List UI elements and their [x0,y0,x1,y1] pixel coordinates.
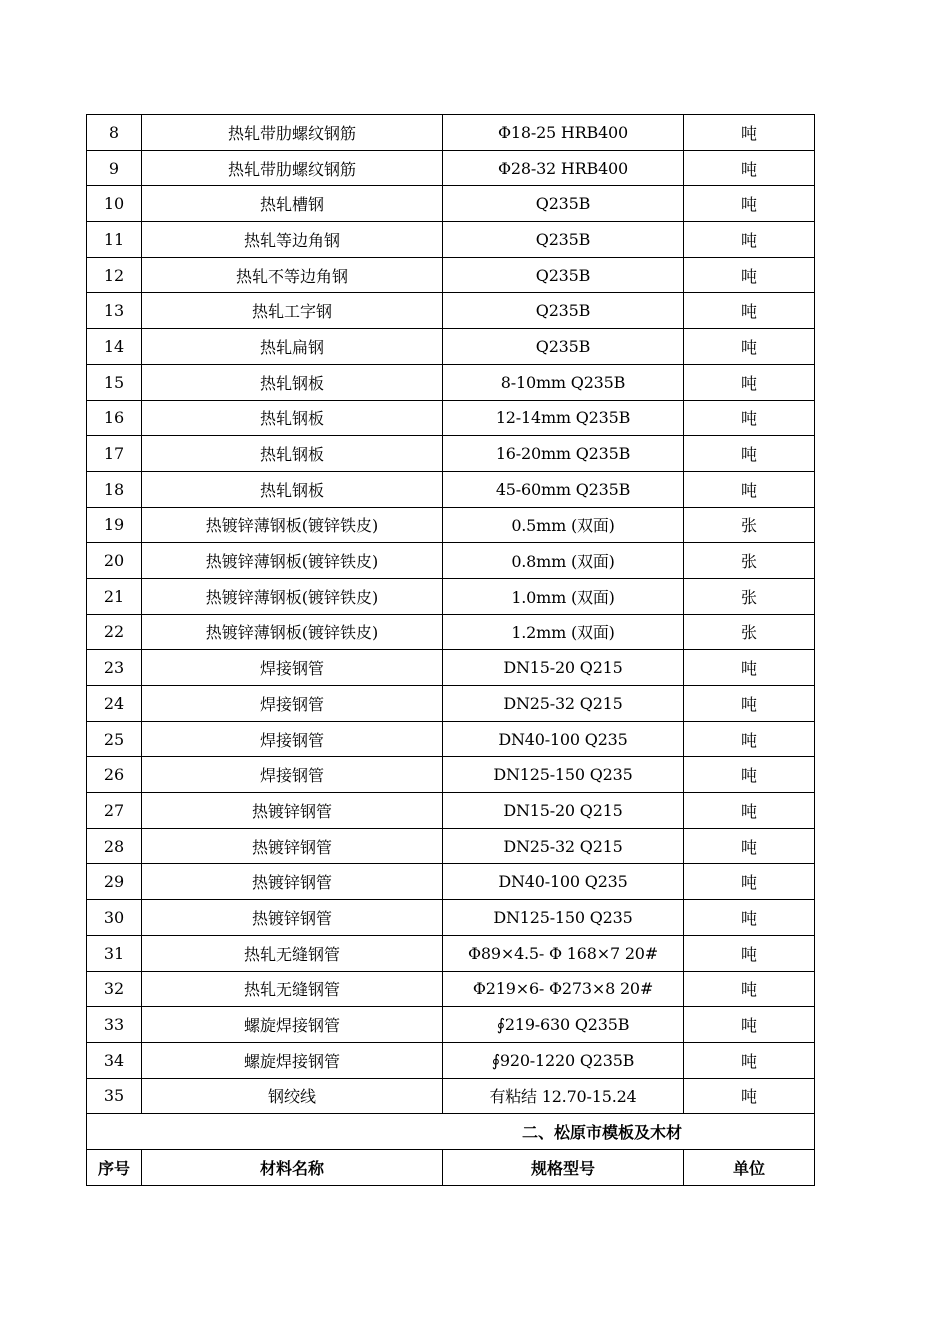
cell-no: 12 [87,257,142,293]
cell-name: 热轧带肋螺纹钢筋 [142,115,443,151]
cell-unit: 张 [684,543,815,579]
cell-name: 热轧槽钢 [142,186,443,222]
cell-name: 焊接钢管 [142,650,443,686]
section-title-fill [684,1114,815,1150]
section-block [87,1114,815,1185]
cell-unit: 吨 [684,293,815,329]
cell-spec: DN25-32 Q215 [443,686,684,722]
cell-name: 热镀锌钢管 [142,864,443,900]
cell-name: 螺旋焊接钢管 [142,1007,443,1043]
cell-unit: 吨 [684,436,815,472]
table-row [87,1042,815,1078]
header-spec: 规格型号 [443,1149,684,1185]
table-row [87,257,815,293]
cell-spec: 有粘结 12.70-15.24 [443,1078,684,1114]
cell-spec: Φ89×4.5- Φ 168×7 20# [443,935,684,971]
cell-no: 27 [87,793,142,829]
cell-no: 10 [87,186,142,222]
cell-spec: DN25-32 Q215 [443,828,684,864]
cell-name: 热镀锌薄钢板(镀锌铁皮) [142,543,443,579]
cell-name: 热轧钢板 [142,436,443,472]
materials-table [86,114,815,1186]
cell-unit: 吨 [684,793,815,829]
cell-no: 30 [87,900,142,936]
cell-unit: 吨 [684,864,815,900]
cell-no: 21 [87,578,142,614]
cell-no: 15 [87,364,142,400]
cell-no: 24 [87,686,142,722]
cell-unit: 张 [684,507,815,543]
table-row [87,329,815,365]
cell-name: 钢绞线 [142,1078,443,1114]
cell-unit: 吨 [684,935,815,971]
cell-unit: 吨 [684,971,815,1007]
table-row [87,900,815,936]
cell-no: 16 [87,400,142,436]
cell-spec: 1.2mm (双面) [443,614,684,650]
table-row [87,1007,815,1043]
cell-no: 34 [87,1042,142,1078]
cell-name: 热轧钢板 [142,471,443,507]
table-row [87,436,815,472]
cell-unit: 吨 [684,329,815,365]
cell-no: 29 [87,864,142,900]
cell-spec: ∮920-1220 Q235B [443,1042,684,1078]
cell-name: 热轧工字钢 [142,293,443,329]
cell-spec: Φ18-25 HRB400 [443,115,684,151]
cell-name: 热镀锌钢管 [142,793,443,829]
cell-spec: 8-10mm Q235B [443,364,684,400]
table-row [87,186,815,222]
cell-spec: DN15-20 Q215 [443,793,684,829]
cell-unit: 吨 [684,186,815,222]
table-row [87,150,815,186]
cell-unit: 张 [684,614,815,650]
cell-unit: 吨 [684,686,815,722]
cell-no: 18 [87,471,142,507]
table-row [87,507,815,543]
table-row [87,828,815,864]
cell-name: 热轧钢板 [142,364,443,400]
cell-spec: 12-14mm Q235B [443,400,684,436]
cell-unit: 吨 [684,222,815,258]
cell-no: 32 [87,971,142,1007]
cell-unit: 吨 [684,900,815,936]
table-row [87,222,815,258]
table-row [87,578,815,614]
cell-name: 热镀锌钢管 [142,828,443,864]
cell-name: 热轧无缝钢管 [142,971,443,1007]
table-row [87,650,815,686]
cell-spec: DN15-20 Q215 [443,650,684,686]
section-title-row [87,1114,815,1150]
table-row [87,1078,815,1114]
cell-spec: Q235B [443,186,684,222]
cell-unit: 吨 [684,115,815,151]
cell-no: 17 [87,436,142,472]
table-row [87,364,815,400]
cell-name: 热轧钢板 [142,400,443,436]
cell-spec: 45-60mm Q235B [443,471,684,507]
cell-name: 热镀锌钢管 [142,900,443,936]
cell-spec: Q235B [443,222,684,258]
cell-unit: 吨 [684,757,815,793]
header-no: 序号 [87,1149,142,1185]
cell-no: 13 [87,293,142,329]
cell-spec: Q235B [443,257,684,293]
cell-unit: 张 [684,578,815,614]
cell-no: 20 [87,543,142,579]
cell-spec: DN40-100 Q235 [443,864,684,900]
cell-no: 35 [87,1078,142,1114]
cell-name: 热轧不等边角钢 [142,257,443,293]
header-unit: 单位 [684,1149,815,1185]
cell-no: 25 [87,721,142,757]
cell-no: 26 [87,757,142,793]
table-row [87,400,815,436]
cell-no: 22 [87,614,142,650]
cell-unit: 吨 [684,364,815,400]
cell-unit: 吨 [684,828,815,864]
cell-name: 螺旋焊接钢管 [142,1042,443,1078]
cell-spec: ∮219-630 Q235B [443,1007,684,1043]
cell-spec: 16-20mm Q235B [443,436,684,472]
cell-name: 热轧带肋螺纹钢筋 [142,150,443,186]
table-row [87,721,815,757]
cell-unit: 吨 [684,471,815,507]
cell-unit: 吨 [684,150,815,186]
cell-spec: 0.8mm (双面) [443,543,684,579]
table-row [87,543,815,579]
table-row [87,115,815,151]
cell-no: 8 [87,115,142,151]
table-row [87,757,815,793]
cell-unit: 吨 [684,650,815,686]
cell-unit: 吨 [684,721,815,757]
cell-unit: 吨 [684,400,815,436]
table-row [87,614,815,650]
cell-no: 33 [87,1007,142,1043]
cell-unit: 吨 [684,1078,815,1114]
cell-no: 23 [87,650,142,686]
table-row [87,471,815,507]
cell-name: 热轧扁钢 [142,329,443,365]
cell-spec: 1.0mm (双面) [443,578,684,614]
cell-unit: 吨 [684,1007,815,1043]
table-row [87,686,815,722]
cell-no: 14 [87,329,142,365]
cell-name: 热镀锌薄钢板(镀锌铁皮) [142,614,443,650]
cell-name: 焊接钢管 [142,721,443,757]
table-row [87,793,815,829]
header-name: 材料名称 [142,1149,443,1185]
cell-name: 热轧无缝钢管 [142,935,443,971]
cell-name: 焊接钢管 [142,757,443,793]
cell-no: 31 [87,935,142,971]
cell-spec: 0.5mm (双面) [443,507,684,543]
table-row [87,971,815,1007]
table-row [87,864,815,900]
cell-spec: DN125-150 Q235 [443,900,684,936]
cell-no: 11 [87,222,142,258]
cell-no: 9 [87,150,142,186]
cell-spec: Q235B [443,293,684,329]
cell-name: 热镀锌薄钢板(镀锌铁皮) [142,578,443,614]
cell-spec: Φ219×6- Φ273×8 20# [443,971,684,1007]
cell-spec: DN125-150 Q235 [443,757,684,793]
cell-spec: Φ28-32 HRB400 [443,150,684,186]
table-row [87,935,815,971]
section-title: 二、松原市模板及木材 [87,1114,684,1150]
cell-unit: 吨 [684,257,815,293]
header-row [87,1149,815,1185]
cell-name: 热镀锌薄钢板(镀锌铁皮) [142,507,443,543]
cell-unit: 吨 [684,1042,815,1078]
cell-spec: DN40-100 Q235 [443,721,684,757]
cell-name: 热轧等边角钢 [142,222,443,258]
table-row [87,293,815,329]
cell-spec: Q235B [443,329,684,365]
cell-name: 焊接钢管 [142,686,443,722]
cell-no: 28 [87,828,142,864]
table-body [87,115,815,1114]
cell-no: 19 [87,507,142,543]
